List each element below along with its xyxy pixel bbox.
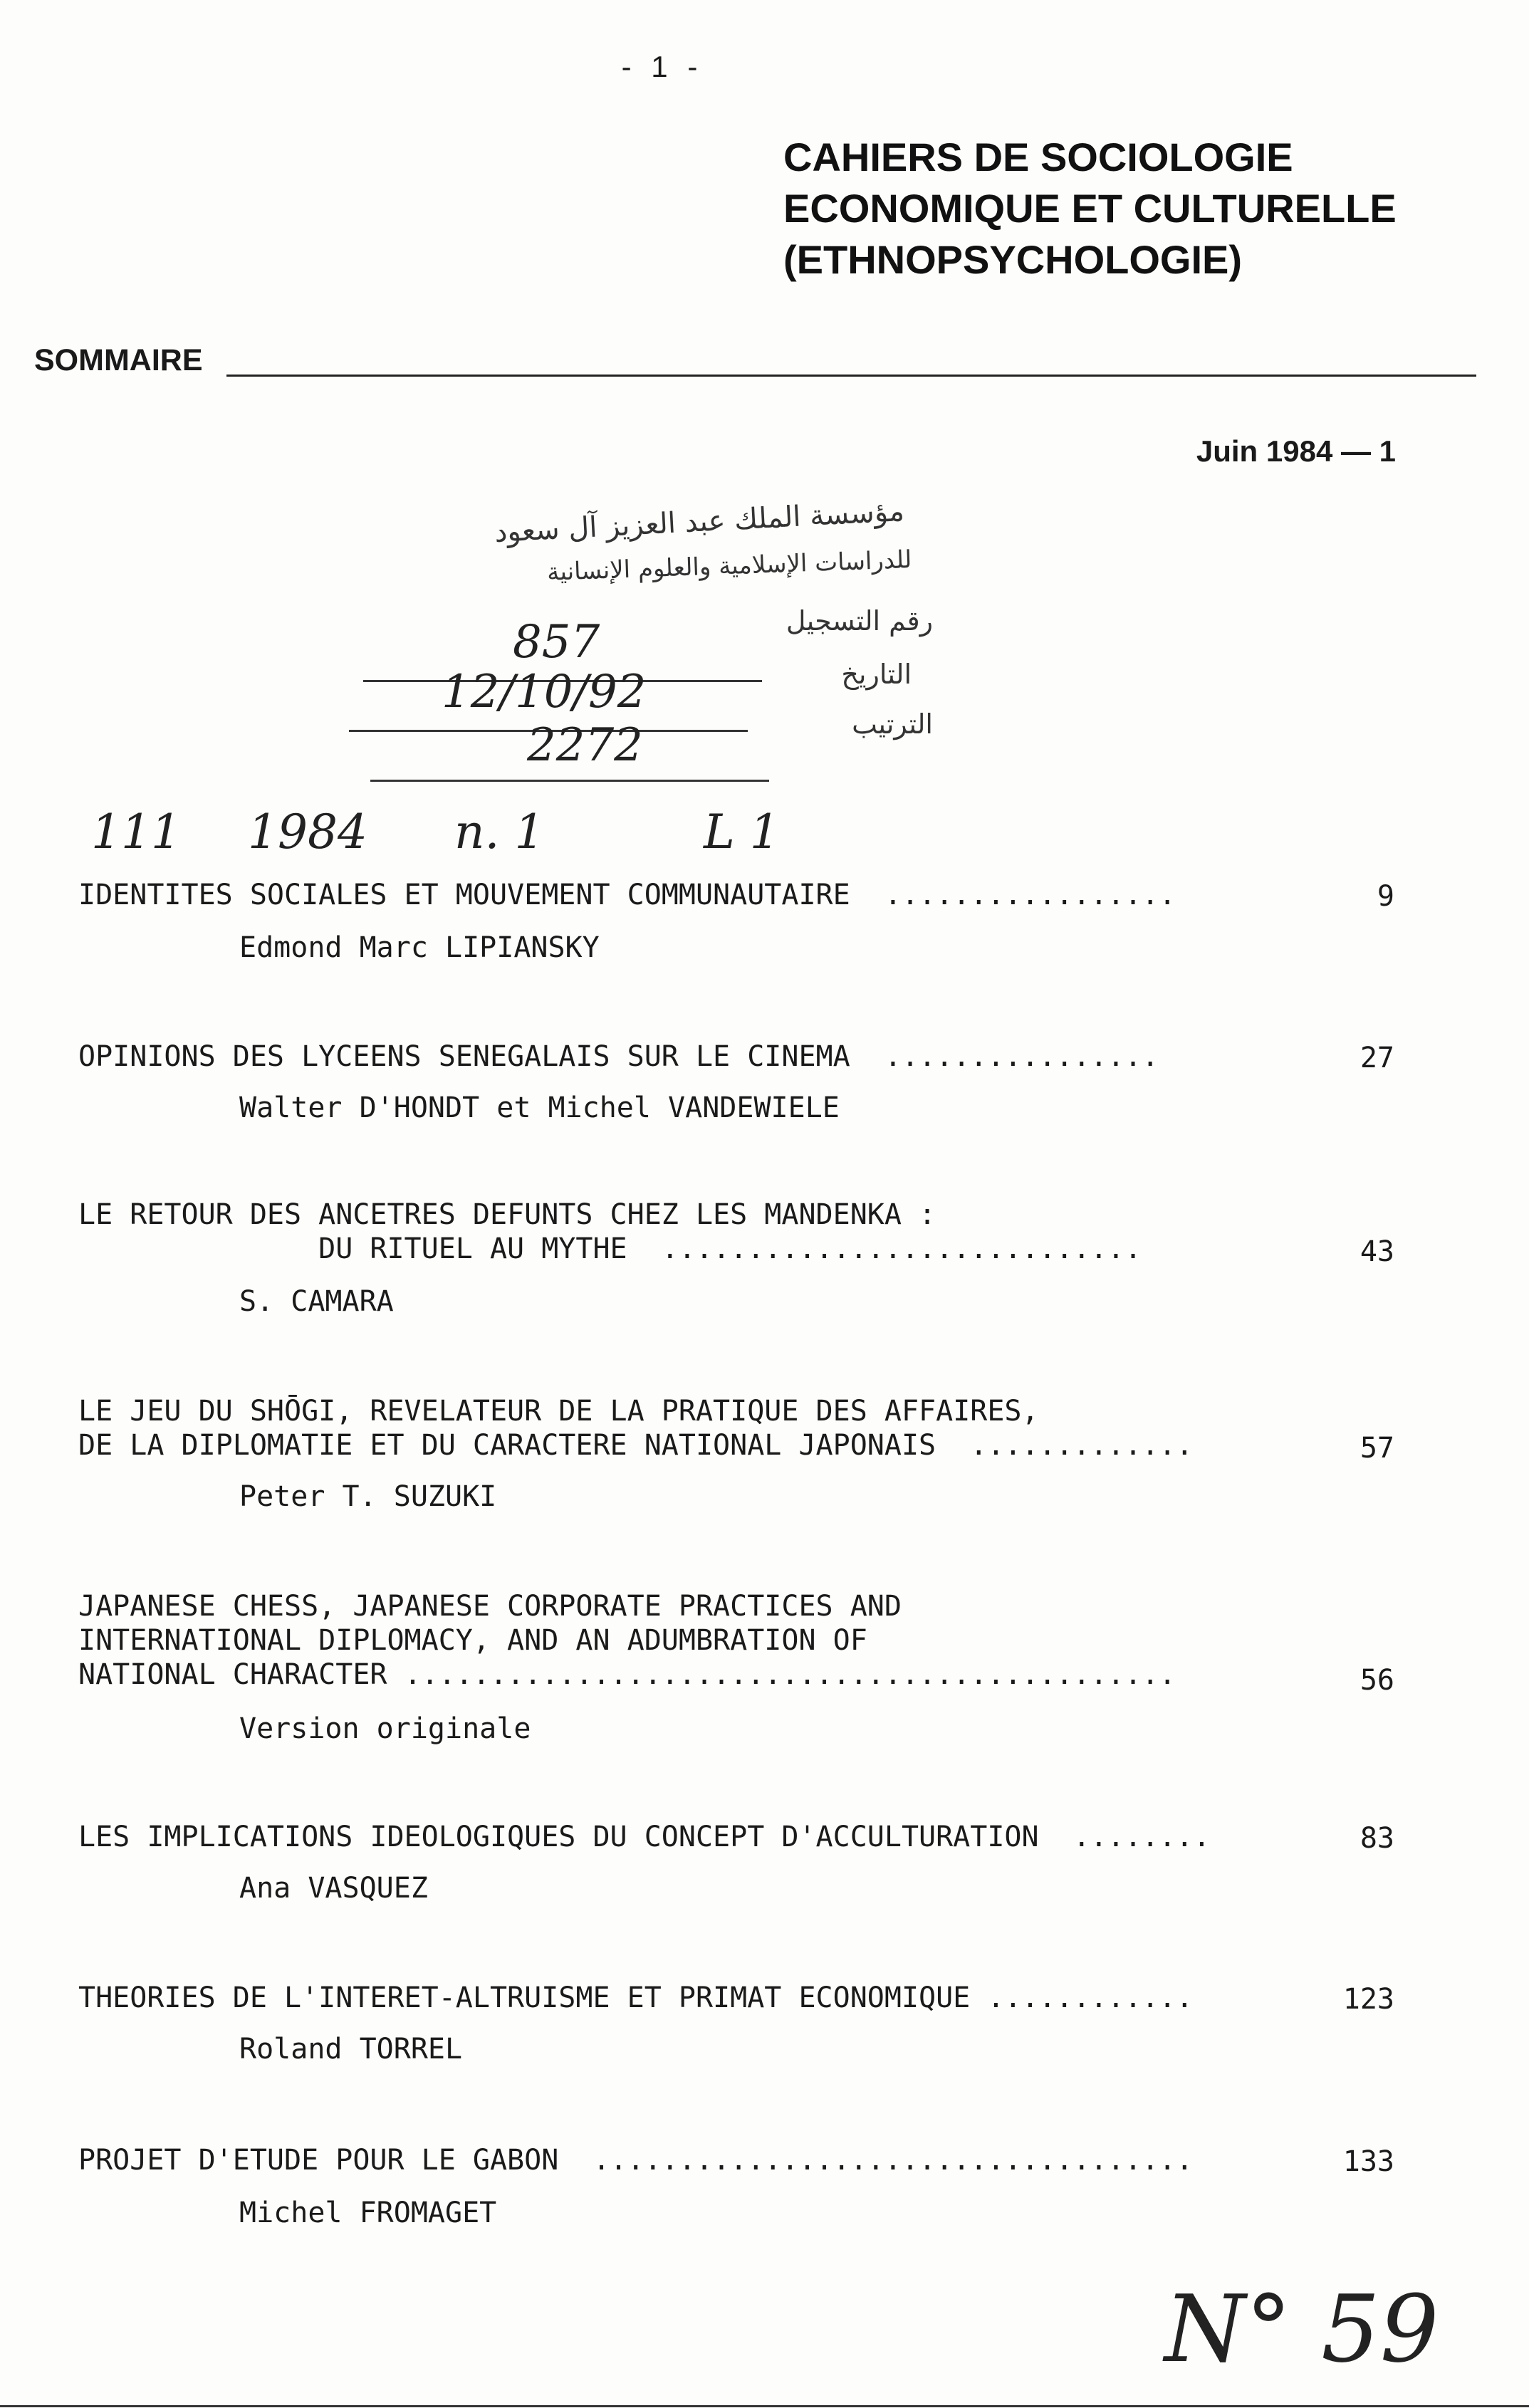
stamp-registration-number: 857 [513, 616, 600, 669]
toc-entry-title: NATIONAL CHARACTER ............................................. [78, 1658, 1176, 1691]
toc-entry-author: Roland TORREL [239, 2033, 463, 2066]
toc-entry-title: INTERNATIONAL DIPLOMACY, AND AN ADUMBRATION OF [78, 1624, 867, 1657]
journal-title-line: (ETHNOPSYCHOLOGIE) [783, 237, 1243, 282]
toc-entry-title: OPINIONS DES LYCEENS SENEGALAIS SUR LE CINEMA ................ [78, 1040, 1159, 1073]
toc-entry-page: 43 [1360, 1235, 1394, 1268]
toc-entry-title: DU RITUEL AU MYTHE ............................ [78, 1232, 1142, 1265]
journal-title-line: ECONOMIQUE ET CULTURELLE [783, 186, 1397, 231]
toc-entry-title: PROJET D'ETUDE POUR LE GABON ................................... [78, 2144, 1194, 2177]
stamp-classification: 2272 [527, 719, 643, 772]
issue-date: Juin 1984 — 1 [1196, 434, 1396, 468]
toc-entry-title: JAPANESE CHESS, JAPANESE CORPORATE PRACTICES AND [78, 1590, 902, 1623]
toc-entry-page: 9 [1377, 880, 1394, 913]
handwritten-ref-part: L 1 [704, 805, 780, 859]
toc-entry-author: Peter T. SUZUKI [239, 1480, 497, 1513]
stamp-registration-label: رقم التسجيل [786, 605, 933, 637]
toc-entry-author: S. CAMARA [239, 1285, 394, 1318]
toc-entry-title: DE LA DIPLOMATIE ET DU CARACTERE NATIONAL JAPONAIS ............. [78, 1429, 1194, 1462]
toc-entry-title: IDENTITES SOCIALES ET MOUVEMENT COMMUNAUTAIRE ................. [78, 879, 1176, 911]
toc-entry-page: 57 [1360, 1432, 1394, 1465]
toc-entry-page: 27 [1360, 1042, 1394, 1074]
toc-entry-page: 83 [1360, 1822, 1394, 1855]
handwritten-issue-number: N° 59 [1164, 2275, 1439, 2383]
toc-entry-author: Edmond Marc LIPIANSKY [239, 931, 600, 964]
stamp-date-label: التاريخ [841, 659, 912, 690]
stamp-institution-sub: للدراسات الإسلامية والعلوم الإنسانية [546, 545, 912, 587]
handwritten-ref-part: 1984 [248, 805, 367, 859]
handwritten-ref-part: n. 1 [454, 805, 545, 859]
toc-entry-title: LE RETOUR DES ANCETRES DEFUNTS CHEZ LES MANDENKA : [78, 1198, 936, 1231]
journal-title-line: CAHIERS DE SOCIOLOGIE [783, 135, 1293, 179]
toc-entry-title: LES IMPLICATIONS IDEOLOGIQUES DU CONCEPT D'ACCULTURATION ........ [78, 1821, 1211, 1853]
toc-entry-page: 56 [1360, 1664, 1394, 1697]
page-number: - 1 - [621, 50, 704, 83]
toc-entry-title: LE JEU DU SHŌGI, REVELATEUR DE LA PRATIQUE DES AFFAIRES, [78, 1395, 1039, 1428]
toc-entry-title: THEORIES DE L'INTERET-ALTRUISME ET PRIMAT ECONOMIQUE ............ [78, 1982, 1194, 2014]
toc-entry-author: Walter D'HONDT et Michel VANDEWIELE [239, 1092, 840, 1124]
toc-entry-author: Michel FROMAGET [239, 2197, 497, 2229]
stamp-classification-label: الترتيب [852, 708, 933, 740]
toc-entry-author: Ana VASQUEZ [239, 1872, 428, 1905]
stamp-institution: مؤسسة الملك عبد العزيز آل سعود [494, 494, 905, 550]
sommaire-label: SOMMAIRE [34, 343, 203, 377]
stamp-date: 12/10/92 [442, 666, 647, 718]
handwritten-ref-part: 111 [91, 805, 181, 859]
toc-entry-author: Version originale [239, 1712, 531, 1745]
bottom-rule [0, 2405, 1529, 2407]
toc-entry-page: 133 [1342, 2145, 1394, 2178]
toc-entry-page: 123 [1342, 1983, 1394, 2016]
